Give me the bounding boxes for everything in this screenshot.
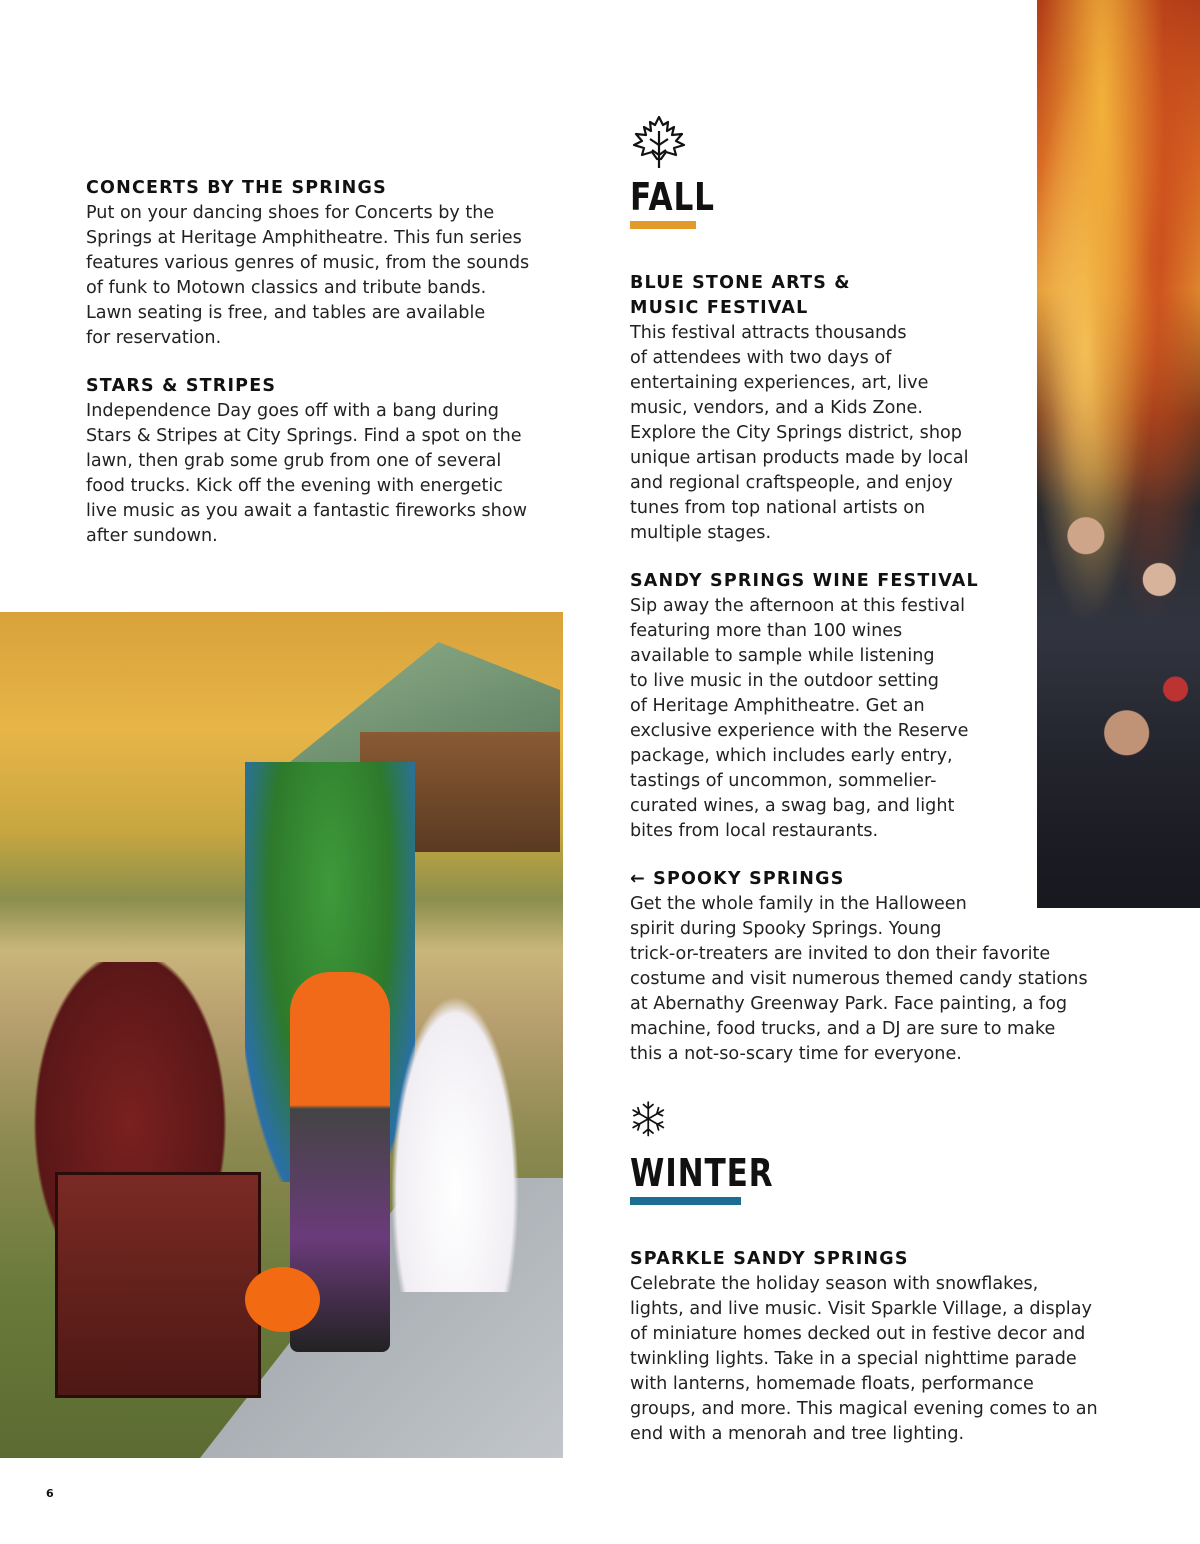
- winter-underline: [630, 1197, 741, 1205]
- snowflake-icon: [630, 1099, 676, 1145]
- treasure-chest: [55, 1172, 261, 1398]
- section-title-line: MUSIC FESTIVAL: [630, 298, 809, 318]
- stars-stripes-section: [86, 374, 566, 549]
- winter-heading: WINTER: [630, 1151, 774, 1195]
- section-body: This festival attracts thousands of attendees with two days of entertaining experiences, art, live music, vendors, and a Kids Zone. Explore the City Springs district, shop unique artisan products made by local and regional craftspeople, and enjoy tunes from top national artists on multiple stages.: [630, 323, 969, 543]
- section-title: SANDY SPRINGS WINE FESTIVAL: [630, 571, 979, 591]
- section-title: [630, 271, 1120, 321]
- section-body: Sip away the afternoon at this festival featuring more than 100 wines available to sample while listening to live music in the outdoor setting of Heritage Amphitheatre. Get an exclusive experience with the Reserve package, which includes early entry, tastings of uncommon, sommelier- curated wines, a swag bag, and light bites from local restaurants.: [630, 596, 969, 841]
- winter-header: [630, 1099, 1120, 1205]
- concerts-section: [86, 176, 566, 351]
- section-title: STARS & STRIPES: [86, 376, 277, 396]
- blue-stone-section: [630, 271, 1120, 546]
- section-title: ← SPOOKY SPRINGS: [630, 869, 845, 889]
- spooky-springs-section: [630, 867, 1120, 1067]
- maple-leaf-icon: [630, 115, 688, 169]
- section-title-line: BLUE STONE ARTS &: [630, 273, 851, 293]
- section-body: Independence Day goes off with a bang during Stars & Stripes at City Springs. Find a spot on the lawn, then grab some grub from one of several food trucks. Kick off the evening with energetic live music as you await a fantastic fireworks show after sundown.: [86, 401, 527, 546]
- sparkle-section: [630, 1247, 1120, 1447]
- wine-festival-section: [630, 569, 1120, 844]
- girl-in-tutu: [380, 962, 530, 1292]
- section-body: Celebrate the holiday season with snowflakes, lights, and live music. Visit Sparkle Village, a display of miniature homes decked out in festive decor and twinkling lights. Take in a special nighttime parade with lanterns, homemade floats, performance groups, and more. This magical evening comes to an end with a menorah and tree lighting.: [630, 1274, 1098, 1444]
- fall-header: [630, 115, 1120, 229]
- section-body: Put on your dancing shoes for Concerts by the Springs at Heritage Amphitheatre. This fun series features various genres of music, from the sounds of funk to Motown classics and tribute bands. Lawn seating is free, and tables are available for reservation.: [86, 203, 530, 348]
- spooky-springs-photo: [0, 612, 563, 1458]
- section-body: Get the whole family in the Halloween spirit during Spooky Springs. Young trick-or-treaters are invited to don their favorite costume and visit numerous themed candy stations at Abernathy Greenway Park. Face painting, a fog machine, food trucks, and a DJ are sure to make this a not-so-scary time for everyone.: [630, 894, 1088, 1064]
- fall-heading: FALL: [630, 175, 715, 219]
- section-title: CONCERTS BY THE SPRINGS: [86, 178, 387, 198]
- right-column: [630, 115, 1120, 1470]
- fall-underline: [630, 221, 696, 229]
- left-column: [86, 176, 566, 572]
- page-number: 6: [46, 1487, 54, 1500]
- pumpkin-bucket: [245, 1267, 320, 1332]
- section-title: SPARKLE SANDY SPRINGS: [630, 1249, 909, 1269]
